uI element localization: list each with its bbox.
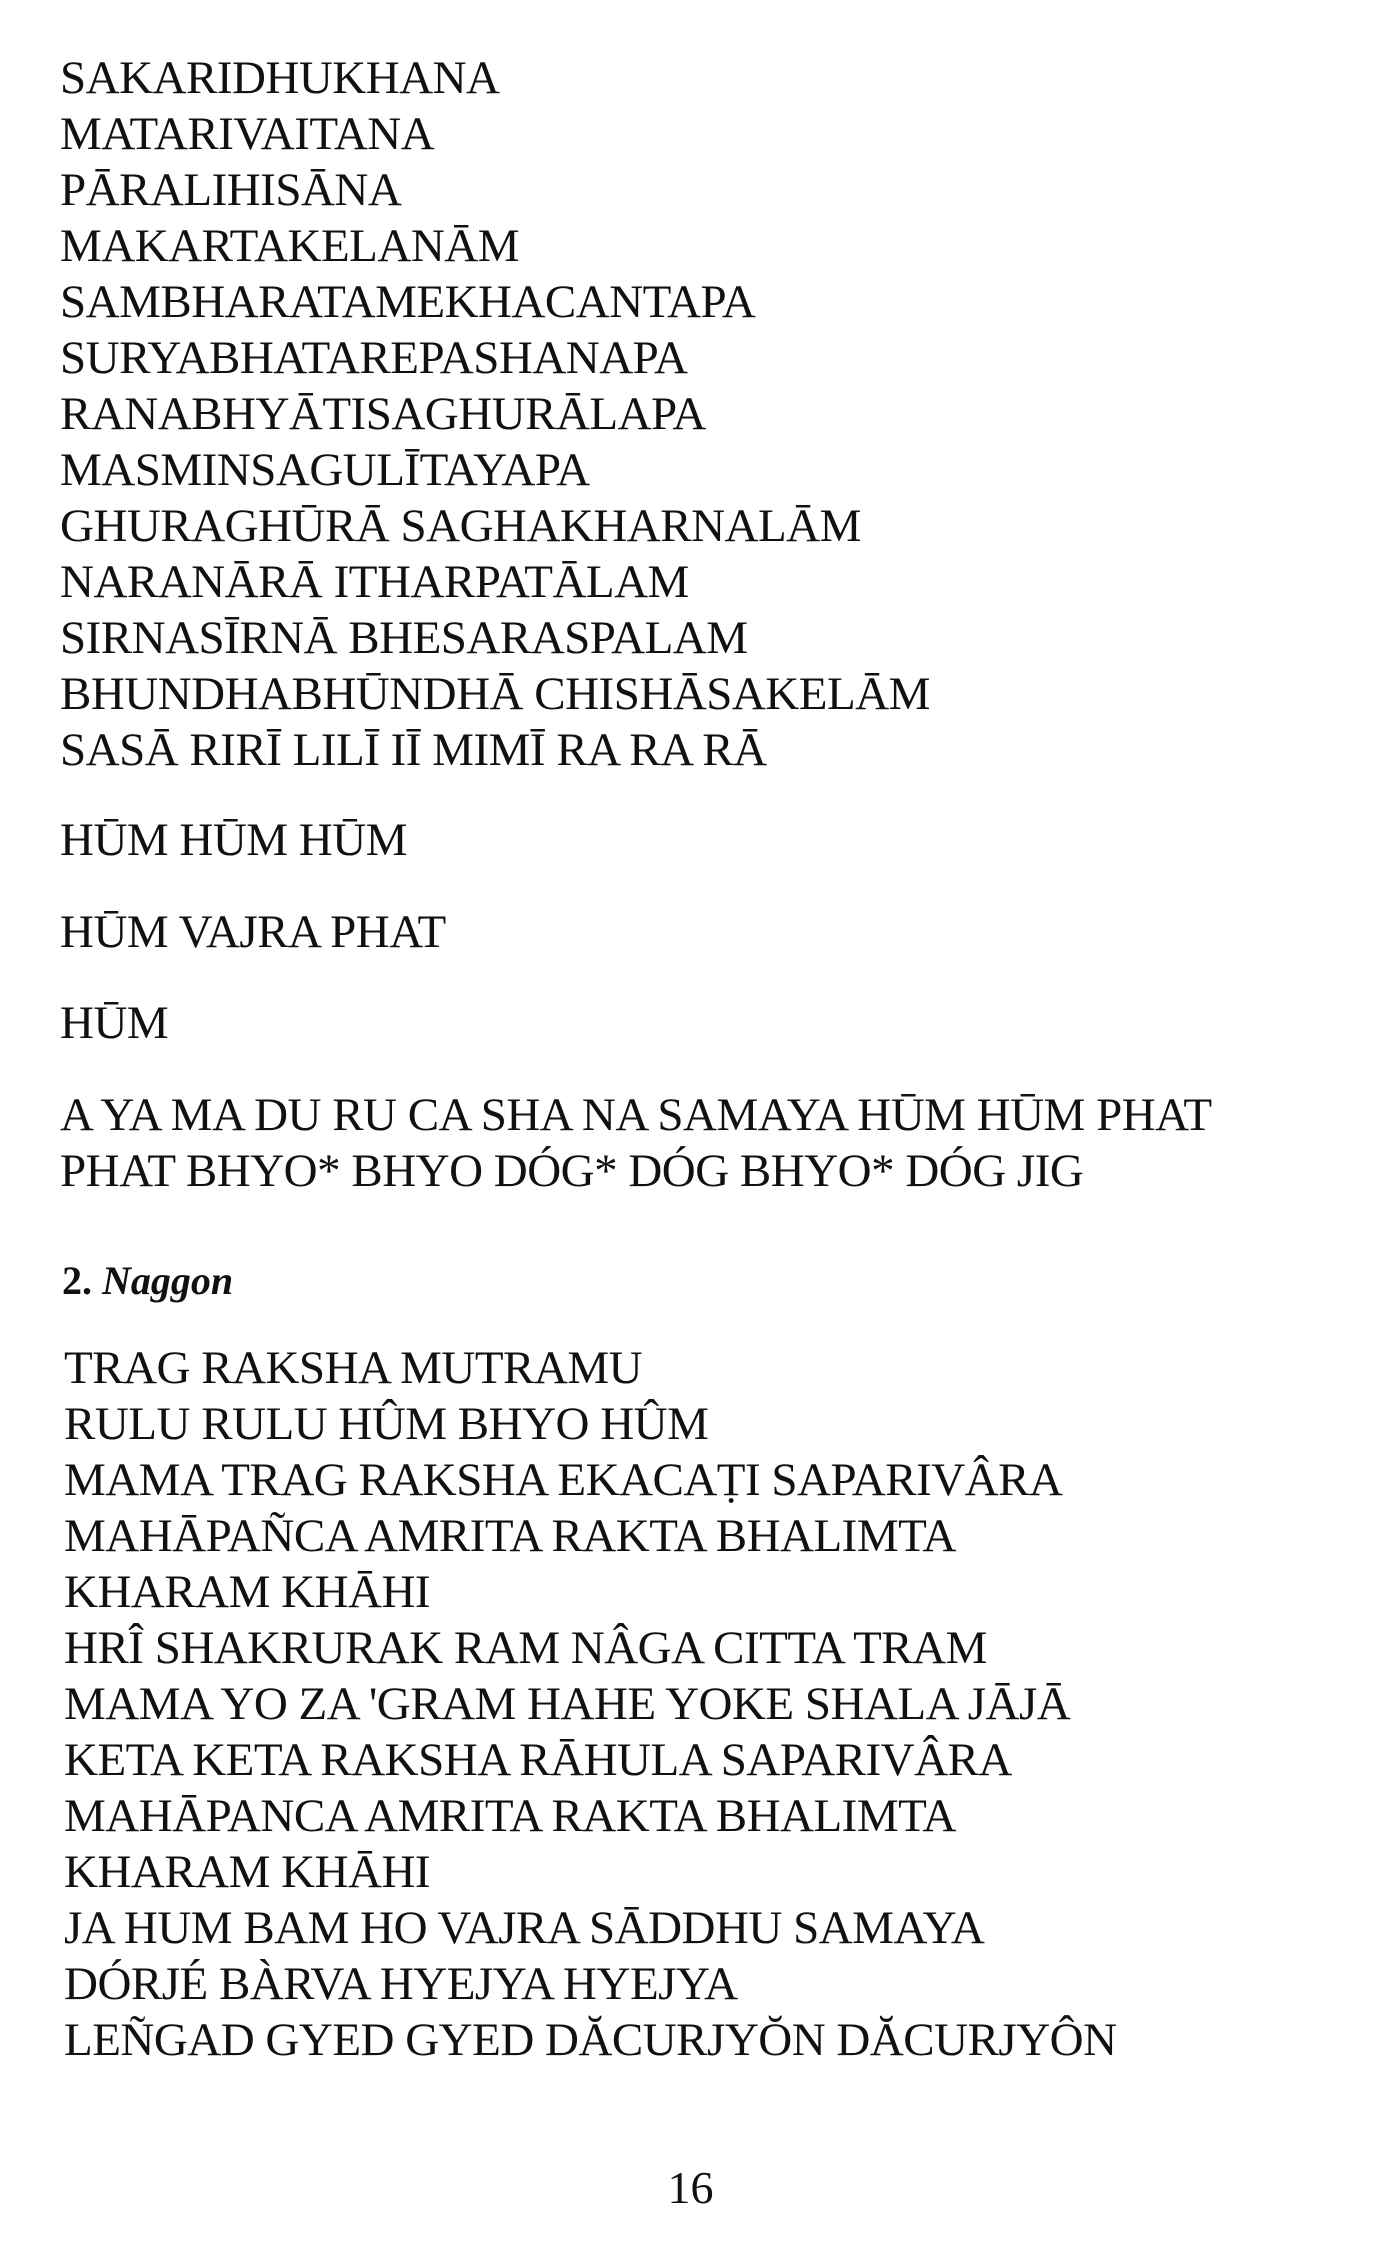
mantra-line: RULU RULU HÛM BHYO HÛM	[64, 1398, 709, 1450]
mantra-line: HŪM HŪM HŪM	[60, 814, 408, 866]
mantra-line: DÓRJÉ BÀRVA HYEJYA HYEJYA	[64, 1958, 738, 2010]
mantra-line: MAMA YO ZA 'GRAM HAHE YOKE SHALA JĀJĀ	[64, 1678, 1071, 1730]
mantra-line: BHUNDHABHŪNDHĀ CHISHĀSAKELĀM	[60, 668, 930, 720]
mantra-line: JA HUM BAM HO VAJRA SĀDDHU SAMAYA	[64, 1902, 985, 1954]
mantra-line: NARANĀRĀ ITHARPATĀLAM	[60, 556, 689, 608]
mantra-line: KHARAM KHĀHI	[64, 1846, 431, 1898]
mantra-line: KETA KETA RAKSHA RĀHULA SAPARIVÂRA	[64, 1734, 1012, 1786]
mantra-line: LEÑGAD GYED GYED DĂCURJYŎN DĂCURJYÔN	[64, 2014, 1117, 2066]
mantra-line: HŪM	[60, 997, 169, 1049]
mantra-line: MAHĀPAÑCA AMRITA RAKTA BHALIMTA	[64, 1510, 957, 1562]
section-title: Naggon	[102, 1258, 234, 1303]
mantra-block	[60, 904, 446, 960]
mantra-line: A YA MA DU RU CA SHA NA SAMAYA HŪM HŪM PHAT	[60, 1089, 1212, 1141]
mantra-line: TRAG RAKSHA MUTRAMU	[64, 1342, 643, 1394]
mantra-line: RANABHYĀTISAGHURĀLAPA	[60, 388, 706, 440]
section-number: 2.	[62, 1258, 92, 1303]
mantra-line: PĀRALIHISĀNA	[60, 164, 402, 216]
mantra-line: MAMA TRAG RAKSHA EKACAṬI SAPARIVÂRA	[64, 1454, 1063, 1506]
mantra-line: HŪM VAJRA PHAT	[60, 906, 446, 958]
mantra-line: PHAT BHYO* BHYO DÓG* DÓG BHYO* DÓG JIG	[60, 1145, 1084, 1197]
mantra-line: MATARIVAITANA	[60, 108, 435, 160]
section-heading	[62, 1253, 233, 1309]
mantra-block	[64, 1340, 1117, 2068]
mantra-line: SAMBHARATAMEKHACANTAPA	[60, 276, 756, 328]
mantra-line: MAKARTAKELANĀM	[60, 220, 520, 272]
mantra-line: MAHĀPANCA AMRITA RAKTA BHALIMTA	[64, 1790, 957, 1842]
mantra-line: MASMINSAGULĪTAYAPA	[60, 444, 590, 496]
mantra-line: KHARAM KHĀHI	[64, 1566, 431, 1618]
mantra-line: SASĀ RIRĪ LILĪ IĪ MIMĪ RA RA RĀ	[60, 724, 767, 776]
mantra-line: HRÎ SHAKRURAK RAM NÂGA CITTA TRAM	[64, 1622, 987, 1674]
mantra-block	[60, 995, 168, 1051]
mantra-line: SURYABHATAREPASHANAPA	[60, 332, 688, 384]
mantra-block	[60, 1087, 1212, 1199]
mantra-line: SIRNASĪRNĀ BHESARASPALAM	[60, 612, 748, 664]
mantra-line: GHURAGHŪRĀ SAGHAKHARNALĀM	[60, 500, 861, 552]
mantra-block	[60, 812, 407, 868]
mantra-block	[60, 50, 930, 778]
page-number: 16	[667, 2162, 714, 2213]
mantra-line: SAKARIDHUKHANA	[60, 52, 500, 104]
